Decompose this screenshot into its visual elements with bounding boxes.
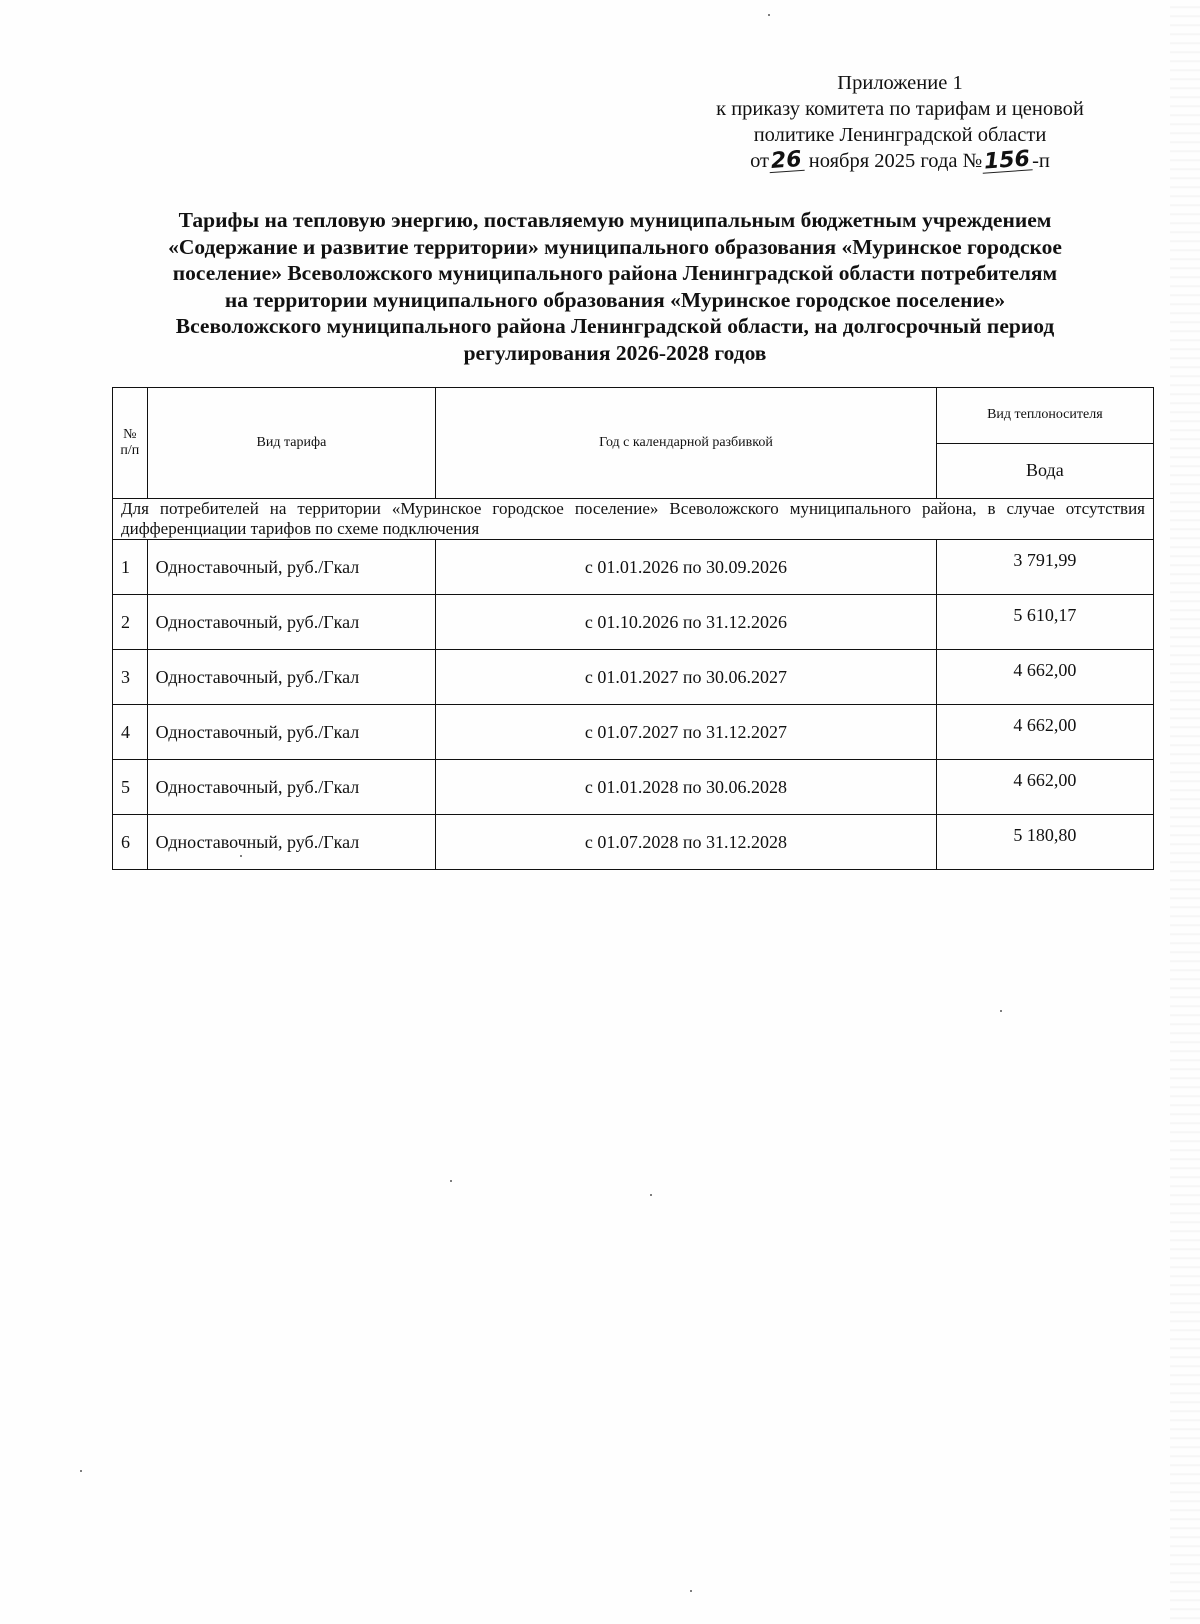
header-water: Вода: [936, 443, 1153, 499]
table-row: [113, 595, 1154, 650]
scan-speck: [450, 1180, 452, 1182]
row-tariff-type: Одноставочный, руб./Гкал: [147, 540, 436, 595]
row-tariff-type: Одноставочный, руб./Гкал: [147, 595, 436, 650]
group-label: Для потребителей на территории «Муринское городское поселение» Всеволожского муниципального района, в случае отсутствия дифференциации тарифов по схеме подключения: [113, 499, 1154, 540]
row-period: с 01.07.2027 по 31.12.2027: [436, 705, 937, 760]
header-num: № п/п: [113, 388, 148, 499]
row-period: с 01.10.2026 по 31.12.2026: [436, 595, 937, 650]
row-num: 2: [113, 595, 148, 650]
scan-speck: [768, 14, 770, 16]
row-period: с 01.01.2028 по 30.06.2028: [436, 760, 937, 815]
row-num: 5: [113, 760, 148, 815]
scan-edge-artifact: [1170, 0, 1200, 1624]
handwritten-order-number: 156: [983, 146, 1031, 175]
date-month-year: ноября 2025 года №: [803, 150, 983, 172]
scan-speck: [1000, 1010, 1002, 1012]
table-header-row: [113, 388, 1154, 444]
row-num: 1: [113, 540, 148, 595]
row-period: с 01.01.2027 по 30.06.2027: [436, 650, 937, 705]
title-line: «Содержание и развитие территории» муниципального образования «Муринское городское: [168, 234, 1062, 259]
row-value: 5 610,17: [936, 595, 1153, 650]
row-tariff-type: Одноставочный, руб./Гкал: [147, 705, 436, 760]
scan-speck: [240, 855, 242, 857]
appendix-line-3: политике Ленинградской области: [753, 124, 1047, 146]
header-carrier: Вид теплоносителя: [936, 388, 1153, 444]
table-row: [113, 705, 1154, 760]
table-row: [113, 650, 1154, 705]
appendix-line-1: Приложение 1: [837, 72, 963, 94]
header-period: Год с календарной разбивкой: [436, 388, 937, 499]
row-tariff-type: Одноставочный, руб./Гкал: [147, 650, 436, 705]
row-num: 3: [113, 650, 148, 705]
scan-speck: [80, 1470, 82, 1472]
group-row: [113, 499, 1154, 540]
row-period: с 01.01.2026 по 30.09.2026: [436, 540, 937, 595]
row-num: 6: [113, 815, 148, 870]
table-row: [113, 540, 1154, 595]
table-row: [113, 815, 1154, 870]
title-line: регулирования 2026-2028 годов: [463, 340, 767, 365]
row-value: 5 180,80: [936, 815, 1153, 870]
scan-speck: [650, 1194, 652, 1196]
row-tariff-type: Одноставочный, руб./Гкал: [147, 815, 436, 870]
appendix-line-4: [660, 148, 1140, 174]
scan-speck: [690, 1590, 692, 1592]
order-suffix: -п: [1032, 150, 1050, 172]
handwritten-day: 26: [770, 146, 803, 175]
row-num: 4: [113, 705, 148, 760]
row-value: 3 791,99: [936, 540, 1153, 595]
row-period: с 01.07.2028 по 31.12.2028: [436, 815, 937, 870]
appendix-header: [660, 70, 1140, 174]
title-line: поселение» Всеволожского муниципального района Ленинградской области потребителям: [172, 261, 1058, 285]
table-row: [113, 760, 1154, 815]
title-line: на территории муниципального образования «Муринское городское поселение»: [224, 287, 1006, 312]
row-value: 4 662,00: [936, 650, 1153, 705]
document-title: [110, 207, 1120, 366]
header-tariff-type: Вид тарифа: [147, 388, 436, 499]
appendix-line-2: к приказу комитета по тарифам и ценовой: [716, 98, 1084, 120]
row-value: 4 662,00: [936, 705, 1153, 760]
row-tariff-type: Одноставочный, руб./Гкал: [147, 760, 436, 815]
row-value: 4 662,00: [936, 760, 1153, 815]
tariff-table: [112, 387, 1154, 870]
title-line: Тарифы на тепловую энергию, поставляемую муниципальным бюджетным учреждением: [178, 208, 1052, 232]
date-prefix: от: [750, 150, 770, 172]
title-line: Всеволожского муниципального района Ленинградской области, на долгосрочный период: [175, 314, 1055, 338]
